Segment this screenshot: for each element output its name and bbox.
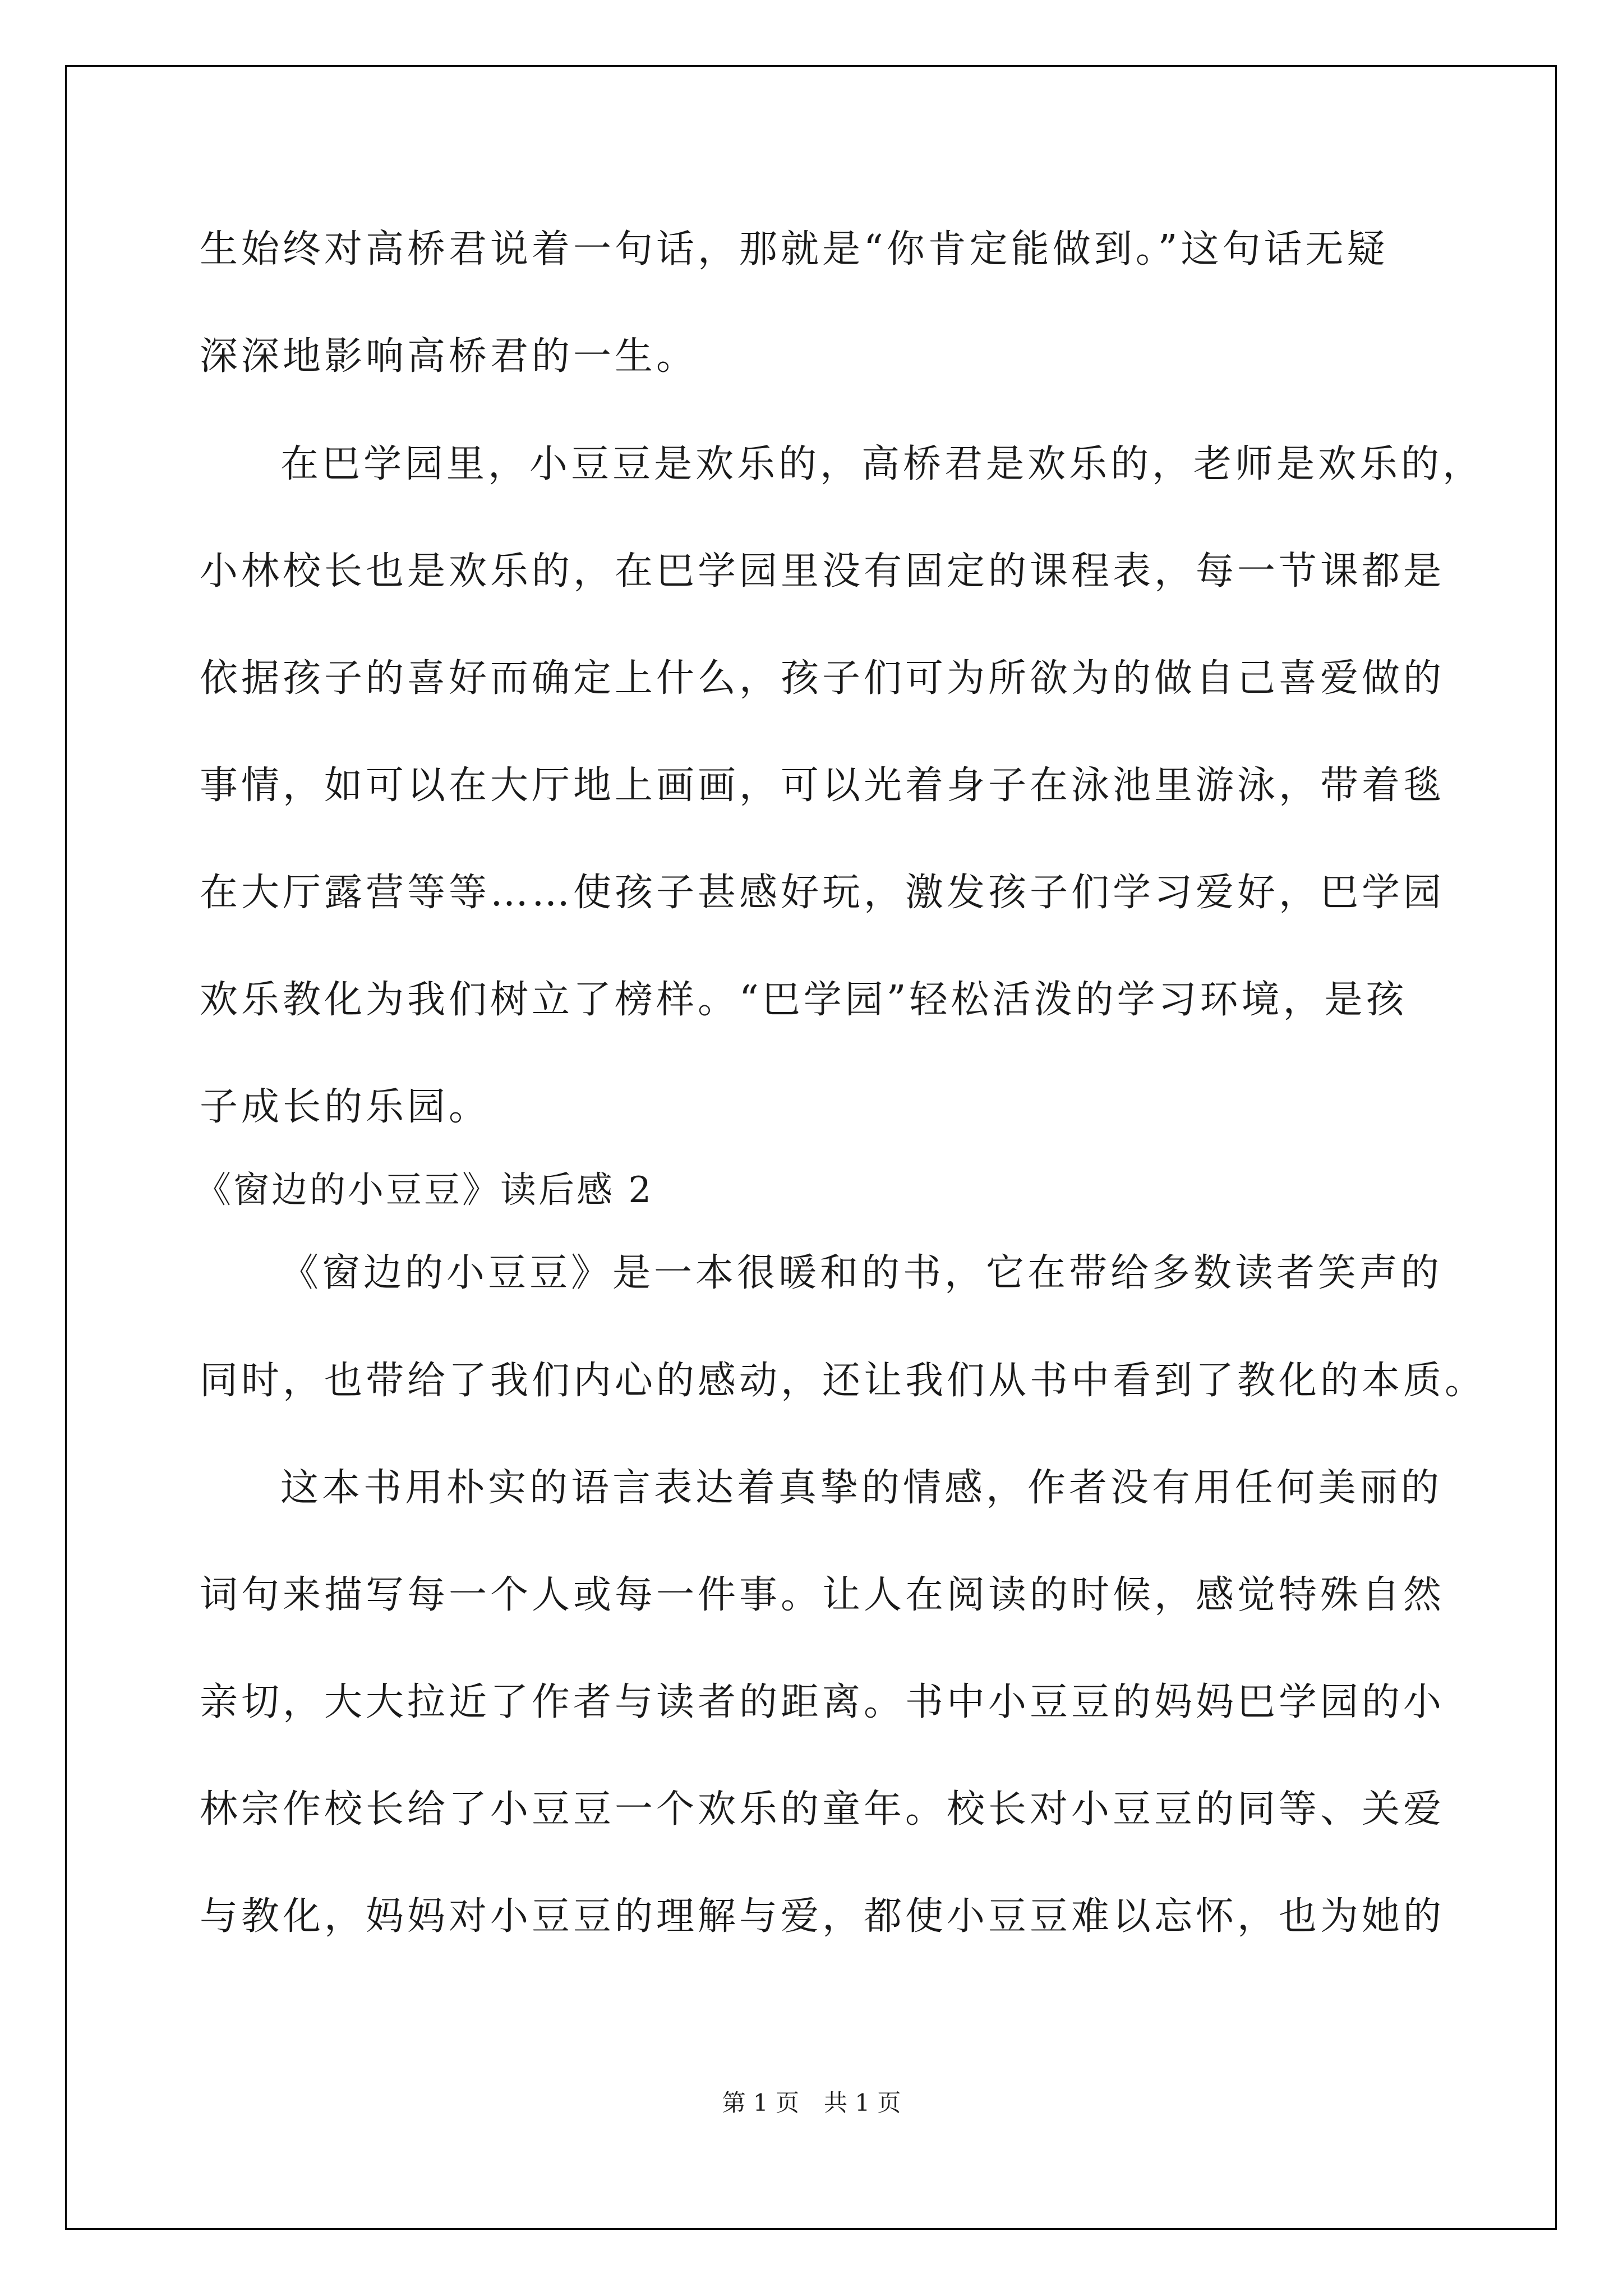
text-line: 《窗边的小豆豆》是一本很暖和的书，它在带给多数读者笑声的 (280, 1251, 1443, 1295)
text-line: 同时，也带给了我们内心的感动，还让我们从书中看到了教化的本质。 (200, 1359, 1487, 1403)
text-line: 依据孩子的喜好而确定上什么，孩子们可为所欲为的做自己喜爱做的 (200, 656, 1445, 701)
text-line: 子成长的乐园。 (200, 1085, 491, 1129)
text-line: 词句来描写每一个人或每一件事。让人在阅读的时候，感觉特殊自然 (200, 1573, 1445, 1617)
page-footer (0, 2089, 1623, 2117)
text-line: 与教化，妈妈对小豆豆的理解与爱，都使小豆豆难以忘怀，也为她的 (200, 1894, 1445, 1939)
text-line: 这本书用朴实的语言表达着真挚的情感，作者没有用任何美丽的 (280, 1466, 1443, 1510)
section-heading: 《窗边的小豆豆》读后感 2 (195, 1170, 654, 1211)
text-line: 事情，如可以在大厅地上画画，可以光着身子在泳池里游泳，带着毯 (200, 763, 1445, 808)
text-line: 在大厅露营等等……使孩子甚感好玩，激发孩子们学习爱好，巴学园 (200, 871, 1445, 915)
page-total: 共 1 页 (824, 2089, 901, 2116)
text-line: 深深地影响高桥君的一生。 (200, 334, 698, 379)
text-line: 林宗作校长给了小豆豆一个欢乐的童年。校长对小豆豆的同等、关爱 (200, 1787, 1445, 1832)
text-line: 亲切，大大拉近了作者与读者的距离。书中小豆豆的妈妈巴学园的小 (200, 1680, 1445, 1724)
text-line: 在巴学园里，小豆豆是欢乐的，高桥君是欢乐的，老师是欢乐的， (280, 442, 1484, 486)
text-line: 欢乐教化为我们树立了榜样。“巴学园”轻松活泼的学习环境，是孩 (200, 978, 1408, 1022)
text-line: 小林校长也是欢乐的，在巴学园里没有固定的课程表，每一节课都是 (200, 549, 1445, 593)
text-line: 生始终对高桥君说着一句话，那就是“你肯定能做到。”这句话无疑 (200, 227, 1389, 272)
page-number: 第 1 页 (722, 2089, 799, 2116)
